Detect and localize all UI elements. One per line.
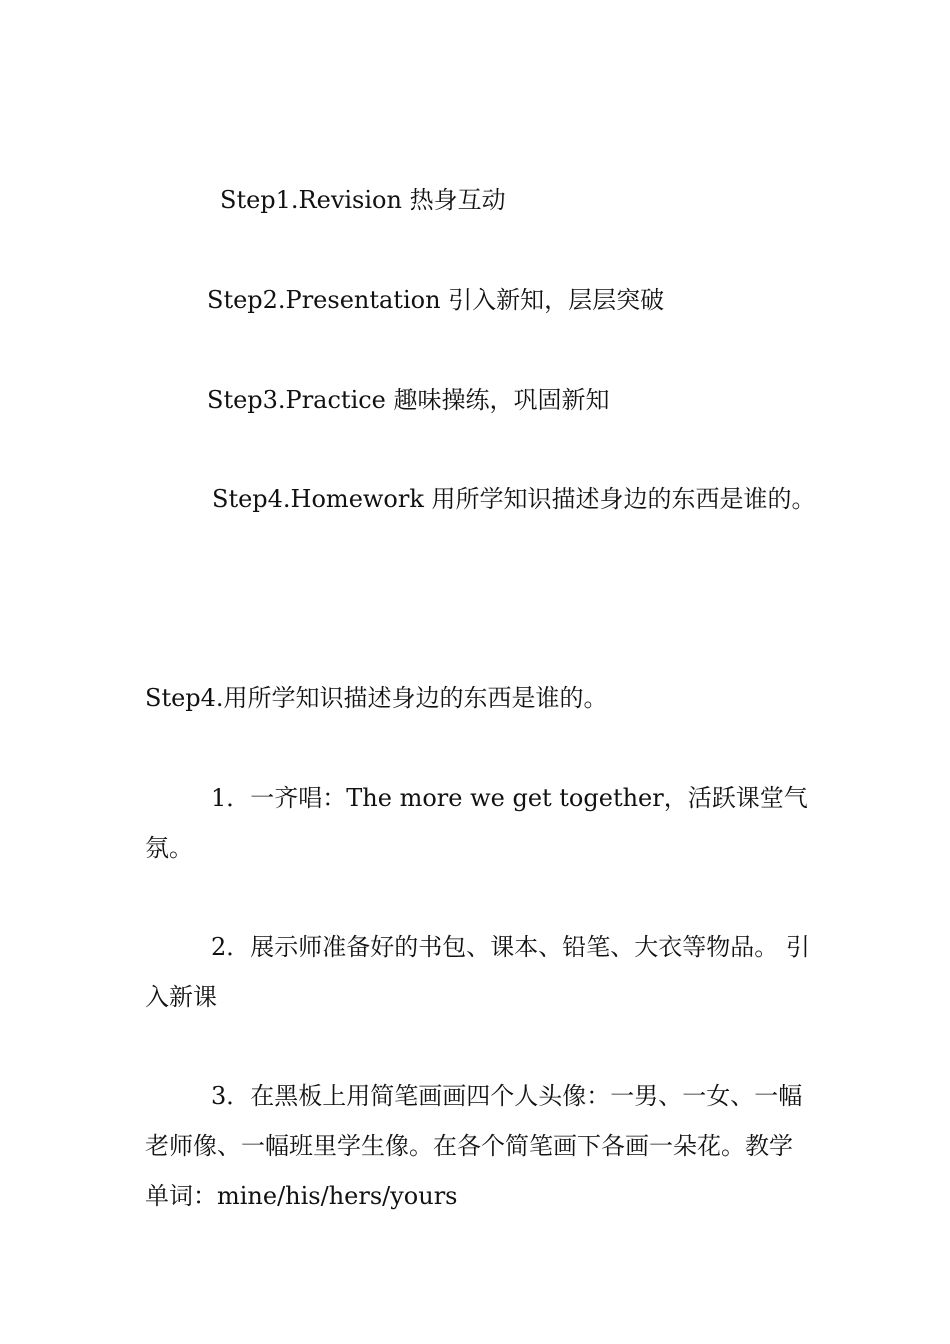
section-heading: Step4.用所学知识描述身边的东西是谁的。 bbox=[145, 684, 608, 712]
step-2-line: Step2.Presentation 引入新知，层层突破 bbox=[207, 286, 665, 314]
step-4-line: Step4.Homework 用所学知识描述身边的东西是谁的。 bbox=[212, 485, 816, 513]
list-item-2: 2．展示师准备好的书包、课本、铅笔、大衣等物品。 引入新课 bbox=[145, 933, 810, 1011]
list-item-3: 3．在黑板上用简笔画画四个人头像：一男、一女、一幅老师像、一幅班里学生像。在各个简笔画下各画一朵花。教学单词：mine/his/hers/yours bbox=[145, 1082, 803, 1210]
list-item-1: 1．一齐唱：The more we get together，活跃课堂气氛。 bbox=[145, 784, 808, 862]
step-3-line: Step3.Practice 趣味操练，巩固新知 bbox=[207, 386, 610, 414]
step-1-line: Step1.Revision 热身互动 bbox=[220, 186, 506, 214]
